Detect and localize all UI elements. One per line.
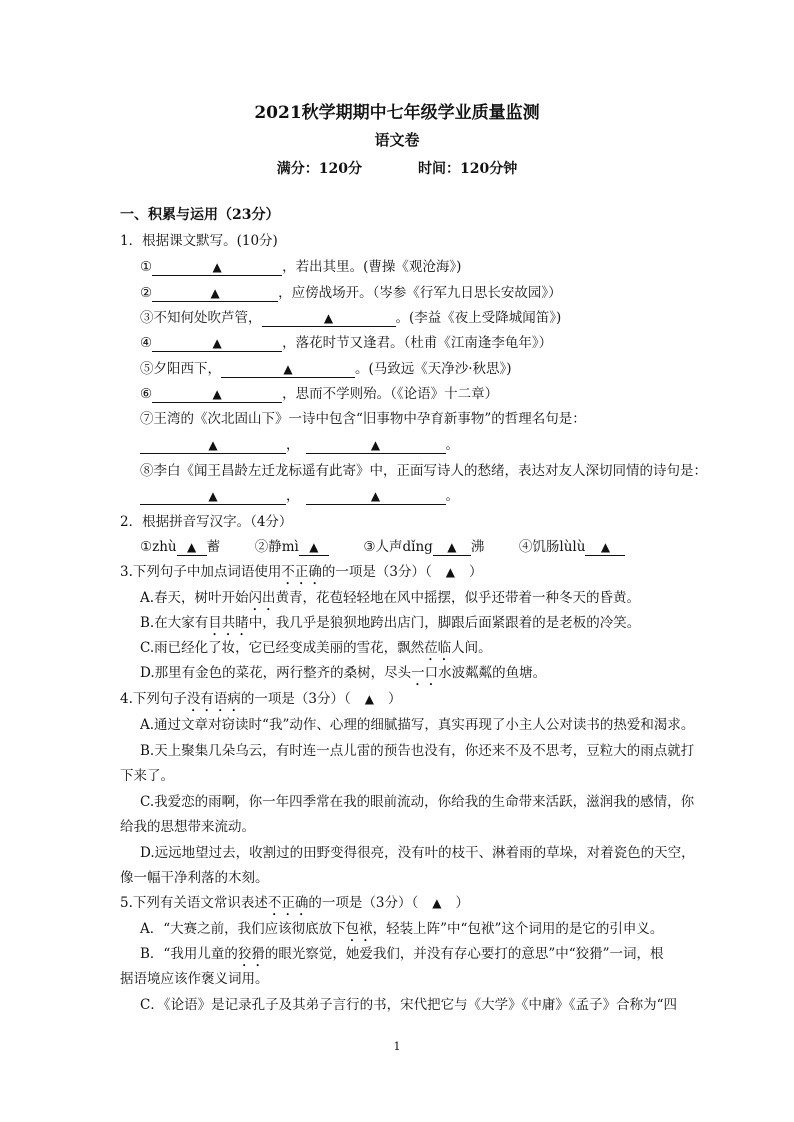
triangle-icon: ▲: [370, 438, 381, 452]
triangle-icon: ▲: [212, 387, 222, 401]
q4-stem: 4.下列句子没有语病的一项是（3分）（ ▲ ）: [120, 691, 402, 707]
triangle-icon: ▲: [212, 260, 222, 274]
triangle-icon: ▲: [309, 540, 319, 554]
triangle-icon: ▲: [208, 489, 218, 503]
answer-blank[interactable]: [177, 540, 207, 556]
q5-option-a: A．“大赛之前，我们应该彻底放下包袱，轻装上阵”中“包袱”这个词用的是它的引申义。: [140, 921, 664, 937]
exam-title: 2021秋学期期中七年级学业质量监测: [254, 103, 540, 123]
q3-stem: 3.下列句子中加点词语使用不正确的一项是（3分）（ ▲ ）: [120, 564, 483, 580]
q3-option-c: C.雨已经化了妆，它已经变成美丽的雪花，飘然莅临人间。: [140, 640, 492, 656]
answer-blank[interactable]: [140, 489, 286, 505]
q4-option-c: C.我爱恋的雨啊，你一年四季常在我的眼前流动，你给我的生命带来活跃，滋润我的感情，你: [140, 794, 695, 810]
q1-item-8: ⑧李白《闻王昌龄左迁龙标遥有此寄》中，正面写诗人的愁绪，表达对友人深切同情的诗句是：: [140, 463, 707, 479]
triangle-icon: ▲: [283, 362, 293, 376]
answer-blank[interactable]: [585, 540, 625, 556]
q4-option-c-cont: 给我的思想带来流动。: [120, 819, 255, 835]
section-heading: 一、积累与运用（23分）: [120, 207, 280, 223]
triangle-icon: ▲: [210, 286, 220, 300]
triangle-icon: ▲: [212, 336, 222, 350]
triangle-icon: ▲: [432, 896, 442, 910]
answer-blank[interactable]: [221, 362, 355, 378]
q1-item-3: ③不知何处吹芦管， ▲ 。(李益《夜上受降城闻笛》): [140, 310, 562, 326]
q5-stem: 5.下列有关语文常识表述不正确的一项是（3分）（ ▲ ）: [120, 895, 469, 911]
q1-item-1: ① ▲ ，若出其里。(曹操《观沧海》): [140, 259, 462, 275]
q1-item-7: ⑦王湾的《次北固山下》一诗中包含“旧事物中孕育新事物”的哲理名句是：: [140, 411, 586, 427]
answer-blank[interactable]: [433, 540, 471, 556]
triangle-icon: ▲: [208, 438, 218, 452]
page-number: 1: [393, 1040, 401, 1053]
q5-option-c: C．《论语》是记录孔子及其弟子言行的书，宋代把它与《大学》《中庸》《孟子》合称为“四: [140, 997, 677, 1013]
q1-item-7-answers: ▲ ， ▲ 。: [140, 436, 459, 454]
answer-blank[interactable]: [140, 438, 286, 454]
exam-meta: [0, 160, 794, 178]
q3-option-d: D.那里有金色的菜花，两行整齐的桑树，尽头一口水波粼粼的鱼塘。: [140, 665, 547, 681]
q1-item-2: ② ▲ ，应傍战场开。（岑参《行军九日思长安故园》）: [140, 285, 562, 301]
answer-blank[interactable]: [152, 286, 278, 302]
triangle-icon: ▲: [600, 540, 611, 554]
answer-blank[interactable]: [306, 489, 446, 505]
triangle-icon: ▲: [186, 540, 197, 554]
score-info: 满分：120分: [276, 161, 362, 177]
q4-option-b: B.天上聚集几朵乌云，有时连一点儿雷的预告也没有，你还来不及不思考，豆粒大的雨点就打: [140, 743, 695, 759]
q4-option-d: D.远远地望过去，收割过的田野变得很亮，没有叶的枝干、淋着雨的草垛，对着瓷色的天空，: [140, 845, 695, 861]
triangle-icon: ▲: [445, 565, 455, 579]
answer-blank[interactable]: [262, 311, 396, 327]
exam-subtitle: 语文卷: [374, 131, 420, 149]
answer-blank[interactable]: [299, 540, 329, 556]
q5-option-b: B．“我用儿童的狡猾的眼光察觉，她爱我们，并没有存心要打的意思”中“狡猾”一词，根: [140, 946, 664, 962]
answer-blank[interactable]: [152, 387, 282, 403]
q4-option-b-cont: 下来了。: [120, 768, 174, 784]
q2-items: ①zhù ▲ 蓄 ②静mì ▲ ③人声dǐng ▲ 沸 ④饥肠lùlù ▲: [140, 538, 625, 556]
q1-item-6: ⑥ ▲ ，思而不学则殆。（《论语》十二章）: [140, 386, 499, 402]
q2-stem: 2．根据拼音写汉字。（4分）: [120, 514, 293, 530]
q5-option-b-cont: 据语境应该作褒义词用。: [120, 971, 269, 987]
triangle-icon: ▲: [364, 692, 374, 706]
q1-item-4: ④ ▲ ，落花时节又逢君。（杜甫《江南逢李龟年》）: [140, 335, 553, 351]
q1-item-8-answers: ▲ ， ▲ 。: [140, 487, 459, 505]
q4-option-d-cont: 像一幅干净利落的木刻。: [120, 870, 269, 886]
triangle-icon: ▲: [447, 540, 457, 554]
q3-option-a: A.春天，树叶开始闪出黄青，花苞轻轻地在风中摇摆，似乎还带着一种冬天的昏黄。: [140, 590, 641, 606]
q4-option-a: A.通过文章对窃读时“我”动作、心理的细腻描写，真实再现了小主人公对读书的热爱和渴求。: [140, 717, 695, 733]
q1-stem: 1．根据课文默写。(10分): [120, 233, 278, 249]
answer-blank[interactable]: [152, 336, 282, 352]
answer-blank[interactable]: [306, 438, 446, 454]
triangle-icon: ▲: [370, 489, 381, 503]
q1-item-5: ⑤夕阳西下， ▲ 。(马致远《天净沙·秋思》): [140, 361, 512, 377]
time-info: 时间：120分钟: [418, 161, 518, 177]
answer-blank[interactable]: [152, 260, 282, 276]
q3-option-b: B.在大家有目共睹中，我几乎是狼狈地跨出店门，脚跟后面紧跟着的是老板的冷笑。: [140, 615, 641, 631]
triangle-icon: ▲: [323, 311, 334, 325]
